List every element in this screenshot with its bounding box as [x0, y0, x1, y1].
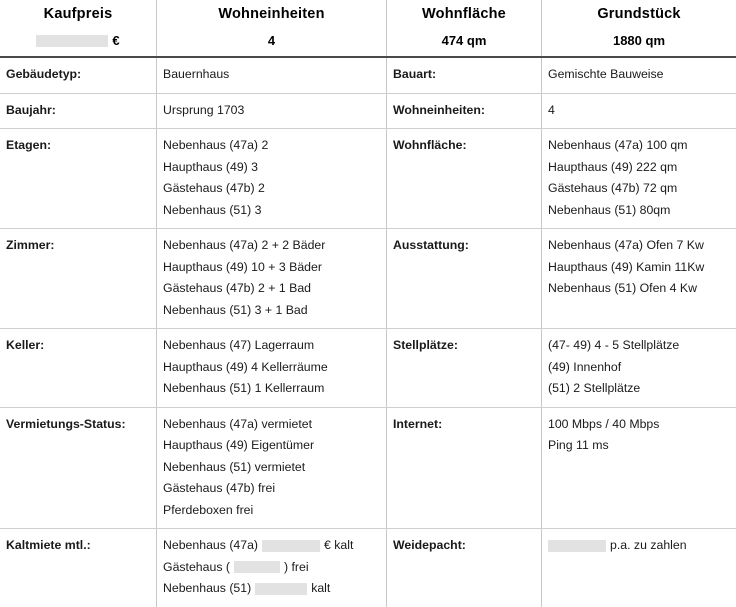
value-line: Gästehaus (47b) 72 qm: [548, 181, 678, 195]
summary-value-kaufpreis: [4, 33, 152, 48]
row-label-left: Kaltmiete mtl.:: [6, 538, 91, 552]
redacted-value: [262, 540, 320, 552]
row-value-right: [541, 94, 736, 129]
value-line: Haupthaus (49) 3: [163, 159, 259, 174]
value-line: Pferdeboxen frei: [163, 502, 254, 517]
table-row: [0, 229, 736, 329]
value-line: 4: [548, 102, 555, 117]
value-suffix: € kalt: [324, 538, 354, 552]
summary-title-wohnflaeche: Wohnfläche: [422, 6, 506, 22]
value-line: 100 Mbps / 40 Mbps: [548, 416, 660, 431]
row-value-left: [156, 58, 386, 93]
row-label-left: Vermietungs-Status:: [6, 416, 126, 431]
row-value-right: [541, 129, 736, 228]
summary-title-wohneinheiten: Wohneinheiten: [218, 6, 325, 22]
value-suffix: kalt: [311, 581, 331, 595]
value-line: Haupthaus (49) 222 qm: [548, 159, 678, 174]
value-prefix: Nebenhaus (47a): [163, 538, 259, 552]
value-line: Ping 11 ms: [548, 438, 609, 452]
row-value-left: [156, 94, 386, 129]
redacted-value: [255, 583, 307, 595]
table-row: [0, 329, 736, 408]
row-label-left: Keller:: [6, 338, 45, 352]
row-value-right: [541, 329, 736, 407]
row-label-left: Baujahr:: [6, 102, 56, 117]
redacted-value: [548, 540, 606, 552]
row-value-right: [541, 58, 736, 93]
value-line: Gästehaus (47b) frei: [163, 481, 276, 495]
value-line: [163, 557, 380, 579]
value-line: [163, 578, 380, 600]
detail-table: [0, 58, 736, 607]
summary-column-wohnflaeche: [386, 0, 541, 56]
row-value-right: [541, 408, 736, 529]
table-row: [0, 129, 736, 229]
value-line: Gästehaus (47b) 2: [163, 181, 265, 195]
value-line: (49) Innenhof: [548, 359, 622, 374]
redacted-value: [234, 561, 280, 573]
value-line: Haupthaus (49) Kamin 11Kw: [548, 259, 705, 274]
summary-value-grundstueck: 1880 qm: [612, 33, 666, 48]
currency-symbol: €: [112, 33, 120, 48]
summary-title-grundstueck: Grundstück: [597, 6, 681, 22]
value-line: Haupthaus (49) 4 Kellerräume: [163, 359, 328, 374]
table-row: [0, 529, 736, 607]
row-value-left: [156, 529, 386, 607]
row-value-right: [541, 529, 736, 607]
row-value-left: [156, 229, 386, 328]
value-line: Gemischte Bauweise: [548, 67, 664, 81]
value-line: Nebenhaus (47a) Ofen 7 Kw: [548, 238, 704, 252]
row-value-left: [156, 329, 386, 407]
value-line: Bauernhaus: [163, 67, 230, 81]
redacted-value: [36, 35, 108, 47]
value-line: Haupthaus (49) 10 + 3 Bäder: [163, 259, 322, 274]
row-label-right: Weidepacht:: [386, 529, 541, 607]
summary-column-wohneinheiten: [156, 0, 386, 56]
row-value-left: [156, 129, 386, 228]
row-label-right: Bauart:: [386, 58, 541, 93]
row-label-left: Etagen:: [6, 138, 52, 152]
row-value-left: [156, 408, 386, 529]
summary-column-grundstueck: [541, 0, 736, 56]
value-prefix: Nebenhaus (51): [163, 581, 252, 595]
row-label-left: Gebäudetyp:: [6, 67, 82, 81]
value-line: Nebenhaus (47a) 100 qm: [548, 138, 688, 152]
row-value-right: [541, 229, 736, 328]
row-label-right: Wohneinheiten:: [386, 94, 541, 129]
summary-value-wohnflaeche: 474 qm: [441, 33, 487, 48]
summary-value-wohneinheiten: 4: [267, 33, 276, 48]
value-line: Nebenhaus (51) vermietet: [163, 459, 306, 474]
value-line: Nebenhaus (51) 80qm: [548, 202, 671, 217]
row-label-right: Internet:: [386, 408, 541, 529]
value-line: [163, 535, 380, 557]
summary-column-kaufpreis: [0, 0, 156, 56]
summary-title-kaufpreis: Kaufpreis: [43, 6, 113, 22]
value-line: Nebenhaus (47a) 2: [163, 138, 269, 152]
value-line: Nebenhaus (51) 3: [163, 202, 262, 217]
value-suffix: ) frei: [284, 559, 309, 574]
value-prefix: Gästehaus (: [163, 559, 230, 574]
value-line: (51) 2 Stellplätze: [548, 381, 641, 395]
value-line: Nebenhaus (51) 1 Kellerraum: [163, 381, 325, 395]
table-row: [0, 94, 736, 130]
row-label-right: Stellplätze:: [386, 329, 541, 407]
value-line: Nebenhaus (47a) vermietet: [163, 416, 313, 431]
row-label-right: Ausstattung:: [386, 229, 541, 328]
value-line: Nebenhaus (47) Lagerraum: [163, 338, 315, 352]
table-row: [0, 58, 736, 94]
row-label-left: Zimmer:: [6, 238, 55, 252]
value-line: Ursprung 1703: [163, 102, 245, 117]
value-line: (47- 49) 4 - 5 Stellplätze: [548, 338, 680, 352]
value-suffix: p.a. zu zahlen: [610, 538, 687, 552]
value-line: Nebenhaus (51) Ofen 4 Kw: [548, 281, 698, 295]
value-line: Nebenhaus (51) 3 + 1 Bad: [163, 302, 308, 317]
value-line: Nebenhaus (47a) 2 + 2 Bäder: [163, 238, 326, 252]
table-row: [0, 408, 736, 530]
value-line: Gästehaus (47b) 2 + 1 Bad: [163, 281, 312, 295]
value-line: Haupthaus (49) Eigentümer: [163, 438, 315, 452]
row-label-right: Wohnfläche:: [386, 129, 541, 228]
value-line: [548, 535, 730, 557]
summary-header: [0, 0, 736, 58]
